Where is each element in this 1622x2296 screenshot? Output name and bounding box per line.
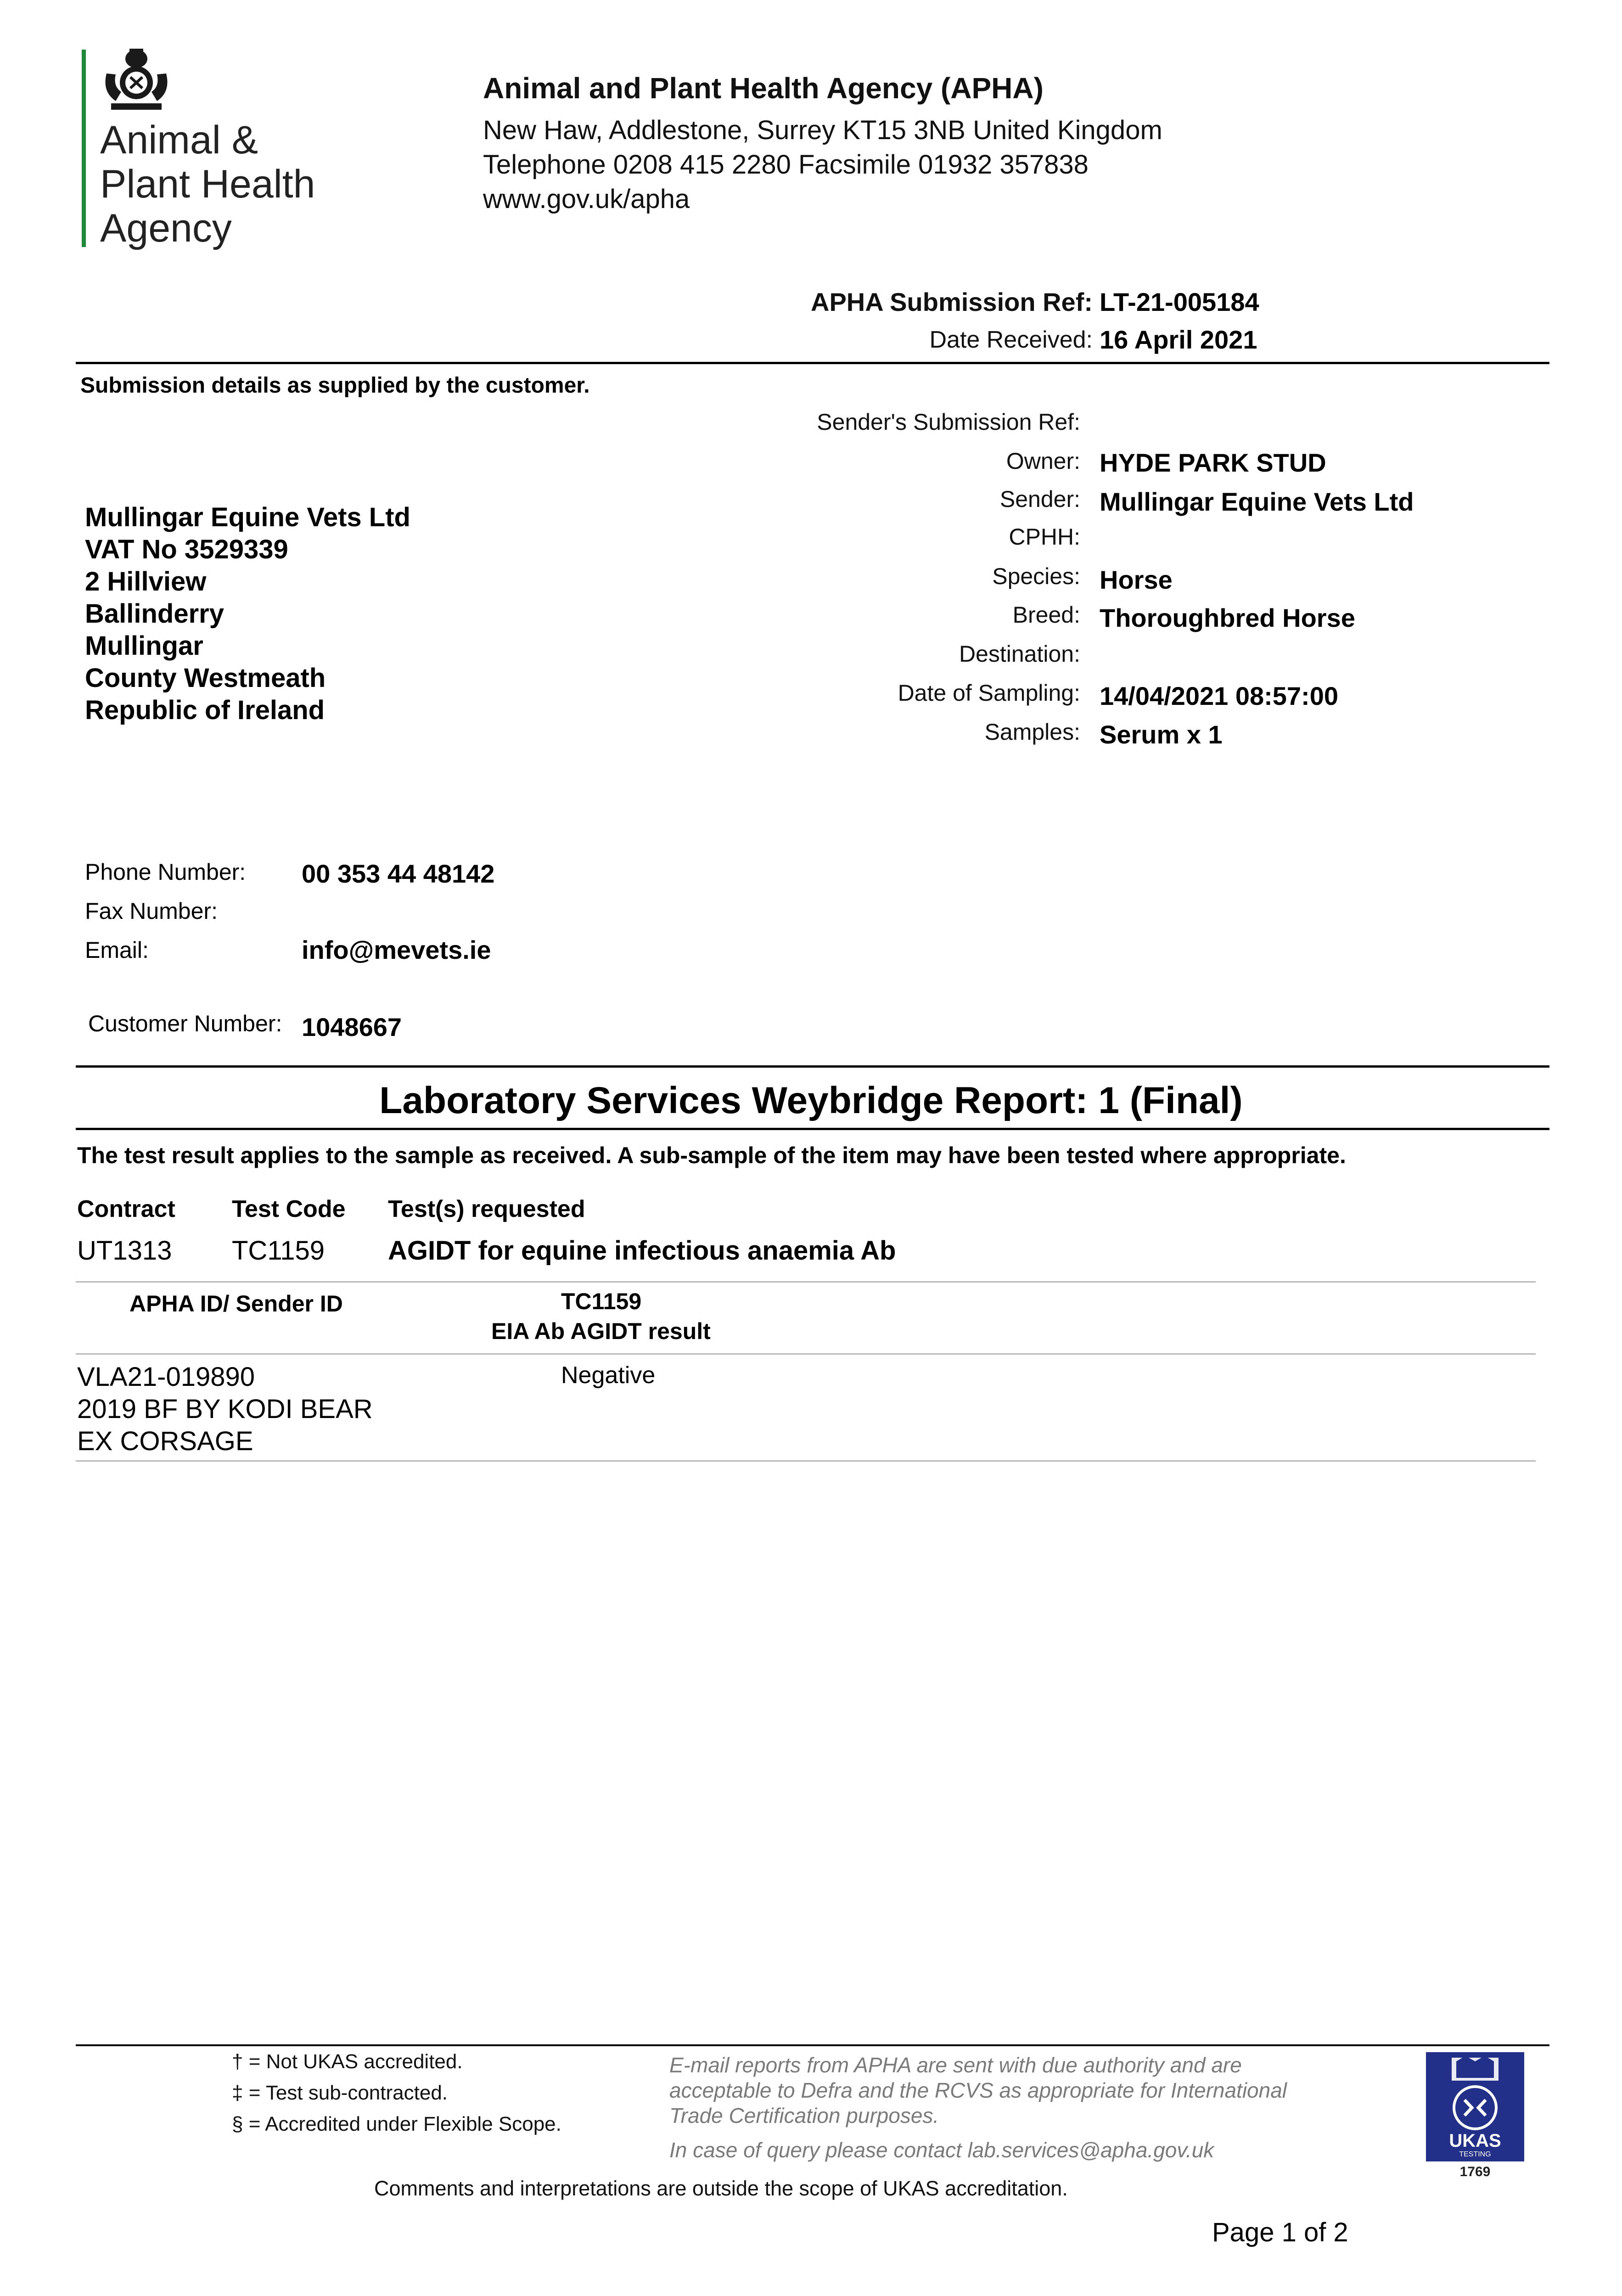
- agency-website: www.gov.uk/apha: [483, 184, 690, 214]
- logo-text-line2: Plant Health: [100, 162, 315, 206]
- test-code-value: TC1159: [232, 1236, 325, 1266]
- senders-ref-label: Sender's Submission Ref:: [817, 409, 1080, 435]
- email-label: Email:: [85, 937, 149, 963]
- results-id-line1: VLA21-019890: [77, 1362, 255, 1392]
- breed-value: Thoroughbred Horse: [1100, 603, 1355, 632]
- query-note: In case of query please contact lab.services@apha.gov.uk: [669, 2138, 1214, 2162]
- footnote-subcontracted: ‡ = Test sub-contracted.: [232, 2082, 448, 2104]
- results-id-line2: 2019 BF BY KODI BEAR: [77, 1394, 373, 1424]
- results-result-header: EIA Ab AGIDT result: [491, 1318, 711, 1344]
- page-number: Page 1 of 2: [1212, 2217, 1348, 2247]
- contract-value: UT1313: [77, 1236, 172, 1266]
- address-line: Republic of Ireland: [85, 695, 325, 725]
- sender-value: Mullingar Equine Vets Ltd: [1100, 487, 1414, 516]
- address-line: Mullingar Equine Vets Ltd: [85, 502, 410, 532]
- ukas-text: UKAS: [1449, 2131, 1501, 2151]
- customer-number-value: 1048667: [302, 1013, 402, 1041]
- table-divider: [76, 1460, 1536, 1462]
- contract-header: Contract: [77, 1196, 175, 1222]
- footnote-not-accredited: † = Not UKAS accredited.: [232, 2050, 463, 2073]
- report-title: Laboratory Services Weybridge Report: 1 (Final): [379, 1080, 1243, 1121]
- address-line: VAT No 3529339: [85, 535, 288, 564]
- date-received-label: Date Received:: [929, 326, 1093, 353]
- address-line: County Westmeath: [85, 663, 326, 693]
- phone-value: 00 353 44 48142: [302, 859, 495, 888]
- comments-note: Comments and interpretations are outside the scope of UKAS accreditation.: [374, 2177, 1068, 2200]
- email-note-line3: Trade Certification purposes.: [669, 2104, 939, 2127]
- sender-label: Sender:: [999, 486, 1080, 512]
- address-line: Mullingar: [85, 631, 203, 661]
- logo-green-bar: [82, 50, 86, 247]
- test-code-header: Test Code: [232, 1196, 346, 1222]
- owner-label: Owner:: [1006, 448, 1080, 474]
- tests-requested-header: Test(s) requested: [388, 1196, 585, 1222]
- samples-value: Serum x 1: [1100, 720, 1223, 749]
- sampling-date-value: 14/04/2021 08:57:00: [1100, 681, 1338, 710]
- logo-text-line1: Animal &: [100, 118, 258, 162]
- submission-ref-label: APHA Submission Ref:: [811, 287, 1093, 316]
- fax-label: Fax Number:: [85, 898, 218, 924]
- date-received-value: 16 April 2021: [1100, 325, 1257, 354]
- email-note-line2: acceptable to Defra and the RCVS as appropriate for International: [669, 2078, 1287, 2102]
- agency-name: Animal and Plant Health Agency (APHA): [483, 72, 1044, 105]
- submission-ref-value: LT-21-005184: [1100, 287, 1259, 316]
- cphh-label: CPHH:: [1009, 524, 1080, 550]
- phone-label: Phone Number:: [85, 859, 246, 885]
- owner-value: HYDE PARK STUD: [1100, 448, 1326, 477]
- samples-label: Samples:: [984, 719, 1080, 745]
- divider: [76, 362, 1549, 364]
- ukas-sub-text: TESTING: [1459, 2150, 1491, 2158]
- email-value[interactable]: info@mevets.ie: [302, 935, 491, 964]
- species-value: Horse: [1100, 565, 1173, 594]
- results-id-header: APHA ID/ Sender ID: [129, 1291, 343, 1317]
- logo-text-line3: Agency: [100, 206, 232, 250]
- table-divider: [76, 1281, 1536, 1283]
- tests-requested-value: AGIDT for equine infectious anaemia Ab: [388, 1236, 896, 1266]
- customer-number-label: Customer Number:: [88, 1011, 282, 1036]
- email-note-line1: E-mail reports from APHA are sent with due authority and are: [669, 2053, 1242, 2077]
- results-id-line3: EX CORSAGE: [77, 1426, 253, 1456]
- ukas-number: 1769: [1459, 2164, 1491, 2179]
- divider: [76, 1128, 1549, 1130]
- destination-label: Destination:: [959, 641, 1080, 667]
- ukas-badge-icon: [1424, 2050, 1526, 2181]
- divider: [76, 1065, 1549, 1068]
- sampling-date-label: Date of Sampling:: [898, 680, 1080, 706]
- table-divider: [76, 1353, 1536, 1355]
- report-disclaimer: The test result applies to the sample as received. A sub-sample of the item may have been tested where appropriate.: [77, 1142, 1346, 1168]
- agency-address: New Haw, Addlestone, Surrey KT15 3NB United Kingdom: [483, 115, 1162, 145]
- details-heading: Submission details as supplied by the customer.: [80, 373, 590, 398]
- species-label: Species:: [992, 563, 1080, 589]
- address-line: 2 Hillview: [85, 567, 207, 597]
- footnote-flexible-scope: § = Accredited under Flexible Scope.: [232, 2113, 561, 2135]
- results-code-header: TC1159: [561, 1289, 642, 1314]
- breed-label: Breed:: [1012, 602, 1080, 628]
- results-result-value: Negative: [561, 1362, 656, 1389]
- agency-phone-fax: Telephone 0208 415 2280 Facsimile 01932 357838: [483, 150, 1089, 180]
- royal-crest-icon: [97, 46, 175, 113]
- footer-divider: [76, 2044, 1549, 2046]
- ukas-logo: [1424, 2050, 1526, 2181]
- address-line: Ballinderry: [85, 599, 224, 629]
